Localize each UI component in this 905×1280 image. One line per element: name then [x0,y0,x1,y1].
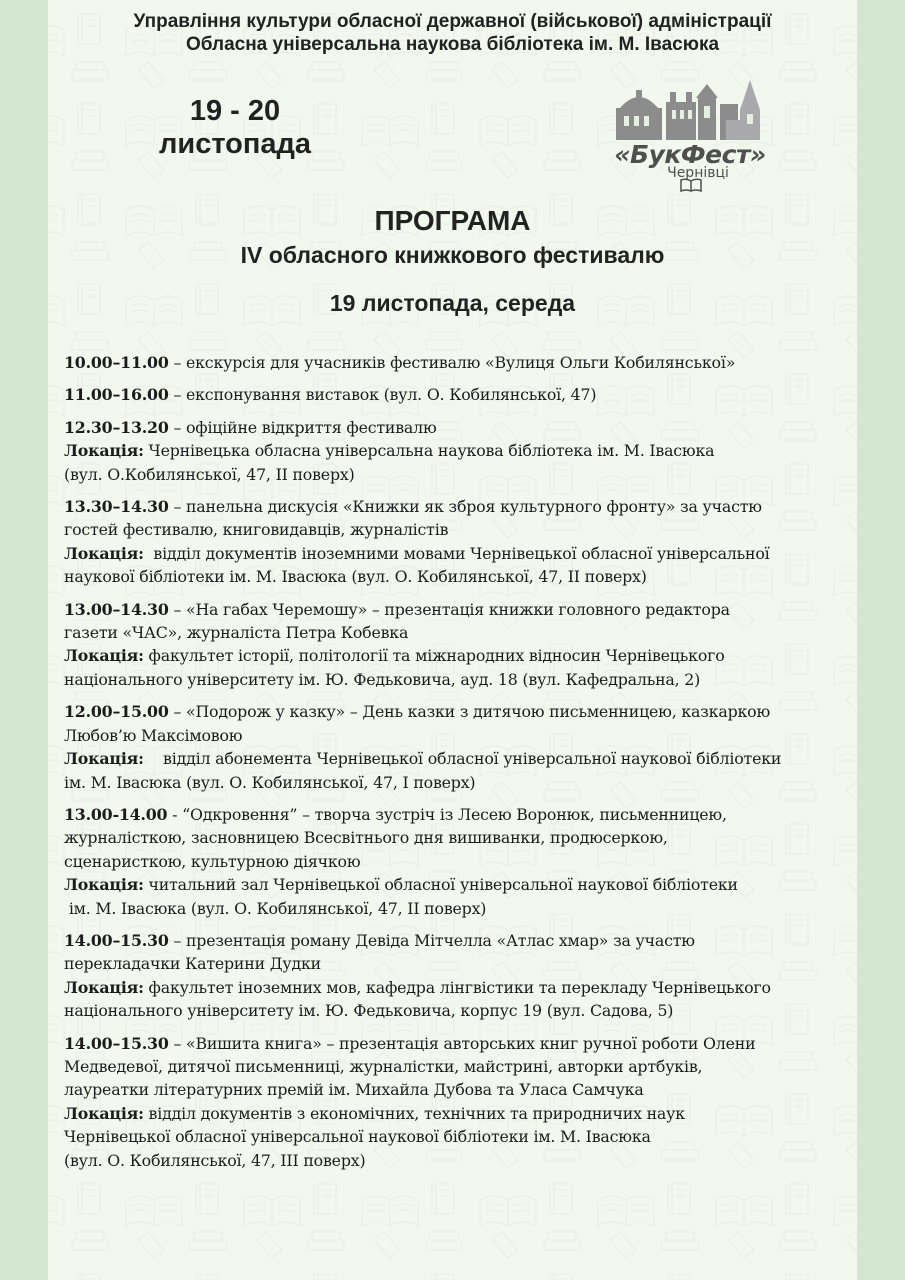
entry-line [64,1055,854,1078]
header-line-library: Обласна універсальна наукова бібліотека ім. М. Івасюка [185,34,720,55]
location-line [64,542,854,565]
header-line-administration: Управління культури обласної державної (військової) адміністрації [133,11,772,32]
event-schedule [64,351,854,1181]
location-text: Чернівецька обласна універсальна наукова бібліотека ім. М. Івасюка [143,441,715,461]
location-text: ім. М. Івасюка (вул. О. Кобилянської, 47, ІІ поверх) [64,898,487,918]
organization-header [0,10,905,56]
location-text: національного університету ім. Ю. Федьковича, корпус 19 (вул. Садова, 5) [64,1001,674,1021]
entry-line [64,518,854,541]
entry-description: газети «ЧАС», журналіста Петра Кобевка [64,623,409,643]
location-label: Локація: [64,646,144,666]
entry-description: журналісткою, засновницею Всесвітнього дня вишиванки, продюсеркою, [64,828,668,848]
festival-dates [130,95,340,161]
entry-time: 11.00–16.00 [64,385,169,405]
entry-line [64,495,854,518]
entry-time: 13.00-14.00 [64,804,168,824]
left-margin-band [0,0,48,1280]
entry-line [64,416,854,439]
entry-time: 13.30–14.30 [64,497,169,517]
location-text: наукової бібліотеки ім. М. Івасюка (вул. О. Кобилянської, 47, ІІ поверх) [64,567,647,587]
entry-description: – «На габах Черемошу» – презентація книжки головного редактора [168,599,730,619]
entry-line [64,952,854,975]
entry-time: 13.00–14.30 [64,599,169,619]
schedule-entry [64,929,854,1023]
location-text: (вул. О.Кобилянської, 47, ІІ поверх) [64,464,355,484]
entry-line [64,383,854,406]
location-label: Локація: [64,543,144,563]
location-text: відділ документів іноземними мовами Чернівецької обласної універсальної [143,543,770,563]
location-line [64,976,854,999]
program-subtitle: IV обласного книжкового фестивалю [240,242,665,268]
location-line [64,439,854,462]
location-text: ім. М. Івасюка (вул. О. Кобилянської, 47, І поверх) [64,772,476,792]
location-line [64,747,854,770]
location-line [64,873,854,896]
location-label: Локація: [64,749,144,769]
entry-description: сценаристкою, культурною діячкою [64,851,361,871]
schedule-entry [64,416,854,486]
location-line [64,1149,854,1172]
program-day: 19 листопада, середа [329,290,576,316]
logo-name: «БукФест» [614,140,766,169]
location-text: читальний зал Чернівецької обласної універсальної наукової бібліотеки [143,875,738,895]
entry-line [64,1032,854,1055]
entry-line [64,803,854,826]
entry-description: – панельна дискусія «Книжки як зброя культурного фронту» за участю [168,497,762,517]
entry-line [64,929,854,952]
location-text: Чернівецької обласної універсальної наукової бібліотеки ім. М. Івасюка [64,1127,651,1147]
schedule-entry [64,803,854,920]
entry-description: – «Подорож у казку» – День казки з дитячою письменницею, казкаркою [168,702,771,722]
location-line [64,644,854,667]
location-text: відділ документів з економічних, технічних та природничих наук [143,1103,685,1123]
program-title: ПРОГРАМА [374,205,531,236]
right-margin-band [857,0,905,1280]
entry-description: гостей фестивалю, книговидавців, журналістів [64,520,449,540]
entry-time: 12.00–15.00 [64,702,169,722]
schedule-entry [64,351,854,374]
entry-description: - “Одкровення” – творча зустріч із Лесею Воронюк, письменницею, [167,804,727,824]
location-text: національного університету ім. Ю. Федьковича, ауд. 18 (вул. Кафедральна, 2) [64,669,701,689]
location-line [64,897,854,920]
entry-time: 14.00–15.30 [64,1033,169,1053]
location-text: відділ абонемента Чернівецької обласної універсальної наукової бібліотеки [143,749,782,769]
location-line [64,771,854,794]
entry-line [64,700,854,723]
entry-description: лауреатки літературних премій ім. Михайла Дубова та Уласа Самчука [64,1080,644,1100]
entry-description: Любов’ю Максімовою [64,725,243,745]
entry-line [64,1078,854,1101]
location-text: факультет іноземних мов, кафедра лінгвістики та перекладу Чернівецького [143,977,771,997]
entry-description: – презентація роману Девіда Мітчелла «Атлас хмар» за участю [168,930,695,950]
entry-line [64,724,854,747]
location-text: (вул. О. Кобилянської, 47, ІІІ поверх) [64,1150,366,1170]
entry-time: 14.00–15.30 [64,930,169,950]
dates-range: 19 - 20 [189,95,281,127]
location-line [64,1125,854,1148]
entry-description: – офіційне відкриття фестивалю [168,417,437,437]
schedule-entry [64,1032,854,1172]
entry-line [64,351,854,374]
location-label: Локація: [64,441,144,461]
entry-time: 10.00–11.00 [64,353,169,372]
location-line [64,463,854,486]
entry-description: – «Вишита книга» – презентація авторських книг ручної роботи Олени [168,1033,756,1053]
bookfest-logo [610,80,770,185]
entry-time: 12.30–13.20 [64,417,169,437]
schedule-entry [64,700,854,794]
location-line [64,565,854,588]
logo-city: Чернівці [667,165,729,181]
schedule-entry [64,383,854,406]
entry-description: Медведевої, дитячої письменниці, журналістки, майстрині, авторки артбуків, [64,1056,703,1076]
entry-line [64,598,854,621]
location-label: Локація: [64,977,144,997]
entry-line [64,850,854,873]
location-label: Локація: [64,875,144,895]
entry-description: перекладачки Катерини Дудки [64,954,321,974]
location-line [64,668,854,691]
city-skyline-icon [610,80,770,142]
entry-description: – екскурсія для учасників фестивалю «Вулиця Ольги Кобилянської» [168,353,736,372]
schedule-entry [64,598,854,692]
location-label: Локація: [64,1103,144,1123]
location-text: факультет історії, політології та міжнародних відносин Чернівецького [143,646,725,666]
entry-line [64,621,854,644]
location-line [64,999,854,1022]
entry-line [64,826,854,849]
schedule-entry [64,495,854,589]
entry-description: – експонування виставок (вул. О. Кобилянської, 47) [168,385,597,405]
location-line [64,1102,854,1125]
dates-month: листопада [158,128,312,160]
